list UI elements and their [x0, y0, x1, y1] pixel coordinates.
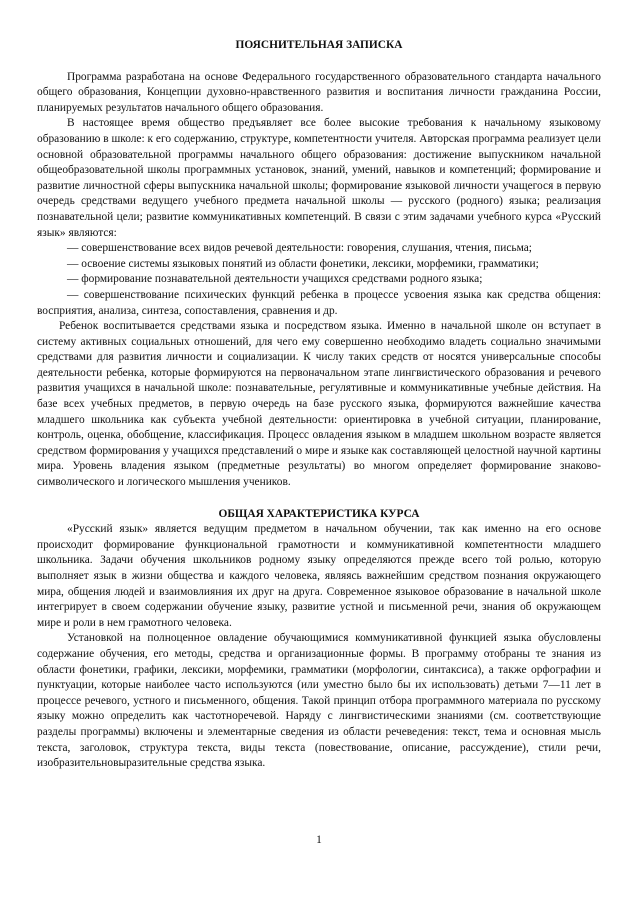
list-item-mental-functions: — совершенствование психических функций ребенка в процессе усвоения языка как средства общения: восприятия, анализа, синтеза, сопоставления, сравнения и др. [37, 288, 601, 317]
list-item-cognitive-activity: — формирование познавательной деятельности учащихся средствами родного языка; [67, 273, 483, 286]
list-item-speech-activity: — совершенствование всех видов речевой деятельности: говорения, слушания, чтения, письма; [67, 242, 532, 255]
section-title-course-overview: ОБЩАЯ ХАРАКТЕРИСТИКА КУРСА [218, 507, 420, 520]
paragraph-requirements: В настоящее время общество предъявляет все более высокие требования к начальному языковому образованию в школе: к его содержанию, структуре, компетентности учителя. Авторская программа реализует цели основной образовательной программы начального общего образования: достижение выпускником начальной общеобразовательной школы программных установок, знаний, умений, навыков и компетенций; формирование и развитие личностной сферы выпускника начальной школы; формирование языковой личности учащегося в первую очередь средствами ведущего учебного предмета начальной школы — русского (родного) языка; реализация познавательной цели; развитие коммуникативных компетенций. В связи с этим задачами учебного курса «Русский язык» являются: [37, 117, 601, 239]
page-number: 1 [316, 834, 322, 846]
paragraph-child-upbringing: Ребенок воспитывается средствами языка и посредством языка. Именно в начальной школе он вступает в систему активных социальных отношений, для чего ему совершенно необходимо владеть социально значимыми средствами для развития личности и социализации. К числу таких средств от носятся универсальные способы деятельности ребенка, которые формируются на первоначальном этапе лингвистического образования и речевого развития учащихся в начальной школе: познавательные, регулятивные и коммуникативные учебные действия. На базе всех учебных предметов, в первую очередь на базе русского языка, формируются важнейшие качества младшего школьника как субъекта учебной деятельности: ориентировка в учебной ситуации, планирование, контроль, оценка, обобщение, классификация. Процесс овладения языком в младшем школьном возрасте является средством формирования у учащихся представлений о мире и языке как составляющей целостной научной картины мира. Уровень владения языком (предметные результаты) во многом определяет формирование знаково-символического и логического мышления учеников. [37, 320, 601, 489]
paragraph-intro: Программа разработана на основе Федерального государственного образовательного стандарта начального общего образования, Концепции духовно-нравственного развития и воспитания личности гражданина России, планируемых результатов начального общего образования. [37, 70, 601, 114]
list-item-language-concepts: — освоение системы языковых понятий из области фонетики, лексики, морфемики, грамматики; [67, 257, 539, 270]
paragraph-russian-language-role: «Русский язык» является ведущим предметом в начальном обучении, так как именно на его основе происходит формирование функциональной грамотности и коммуникативной компетентности младшего школьника. Задачи обучения школьников родному языку определяются прежде всего той ролью, которую выполняет язык в жизни общества и каждого человека, являясь важнейшим средством познания окружающего мира, общения людей и взаимовлияния их друг на друга. Современное языковое образование в начальной школе интегрирует в своем содержании обучение языку, развитие устной и письменной речи, знания об окружающем мире и роли в нем грамотного человека. [37, 523, 601, 629]
section-title-explanatory-note: ПОЯСНИТЕЛЬНАЯ ЗАПИСКА [235, 39, 403, 51]
paragraph-communicative-function: Установкой на полноценное овладение обучающимися коммуникативной функцией языка обусловлены содержание обучения, его методы, средства и организационные формы. В программу отобраны те знания из области фонетики, графики, лексики, морфемики, грамматики (морфологии, синтаксиса), а также орфографии и пунктуации, которые наиболее часто используются (или уместно было бы их использовать) детьми 7—11 лет в процессе речевого, устного и письменного, общения. Такой принцип отбора программного материала по русскому языку можно определить как частотноречевой. Наряду с лингвистическими знаниями (см. соответствующие разделы программы) включены и элементарные сведения из области речеведения: текст, тема и основная мысль текста, заголовок, структура текста, виды текста (повествование, описание, рассуждение), стили речи, изобразительновыразительные средства языка. [37, 632, 601, 770]
section-gap [37, 491, 601, 507]
